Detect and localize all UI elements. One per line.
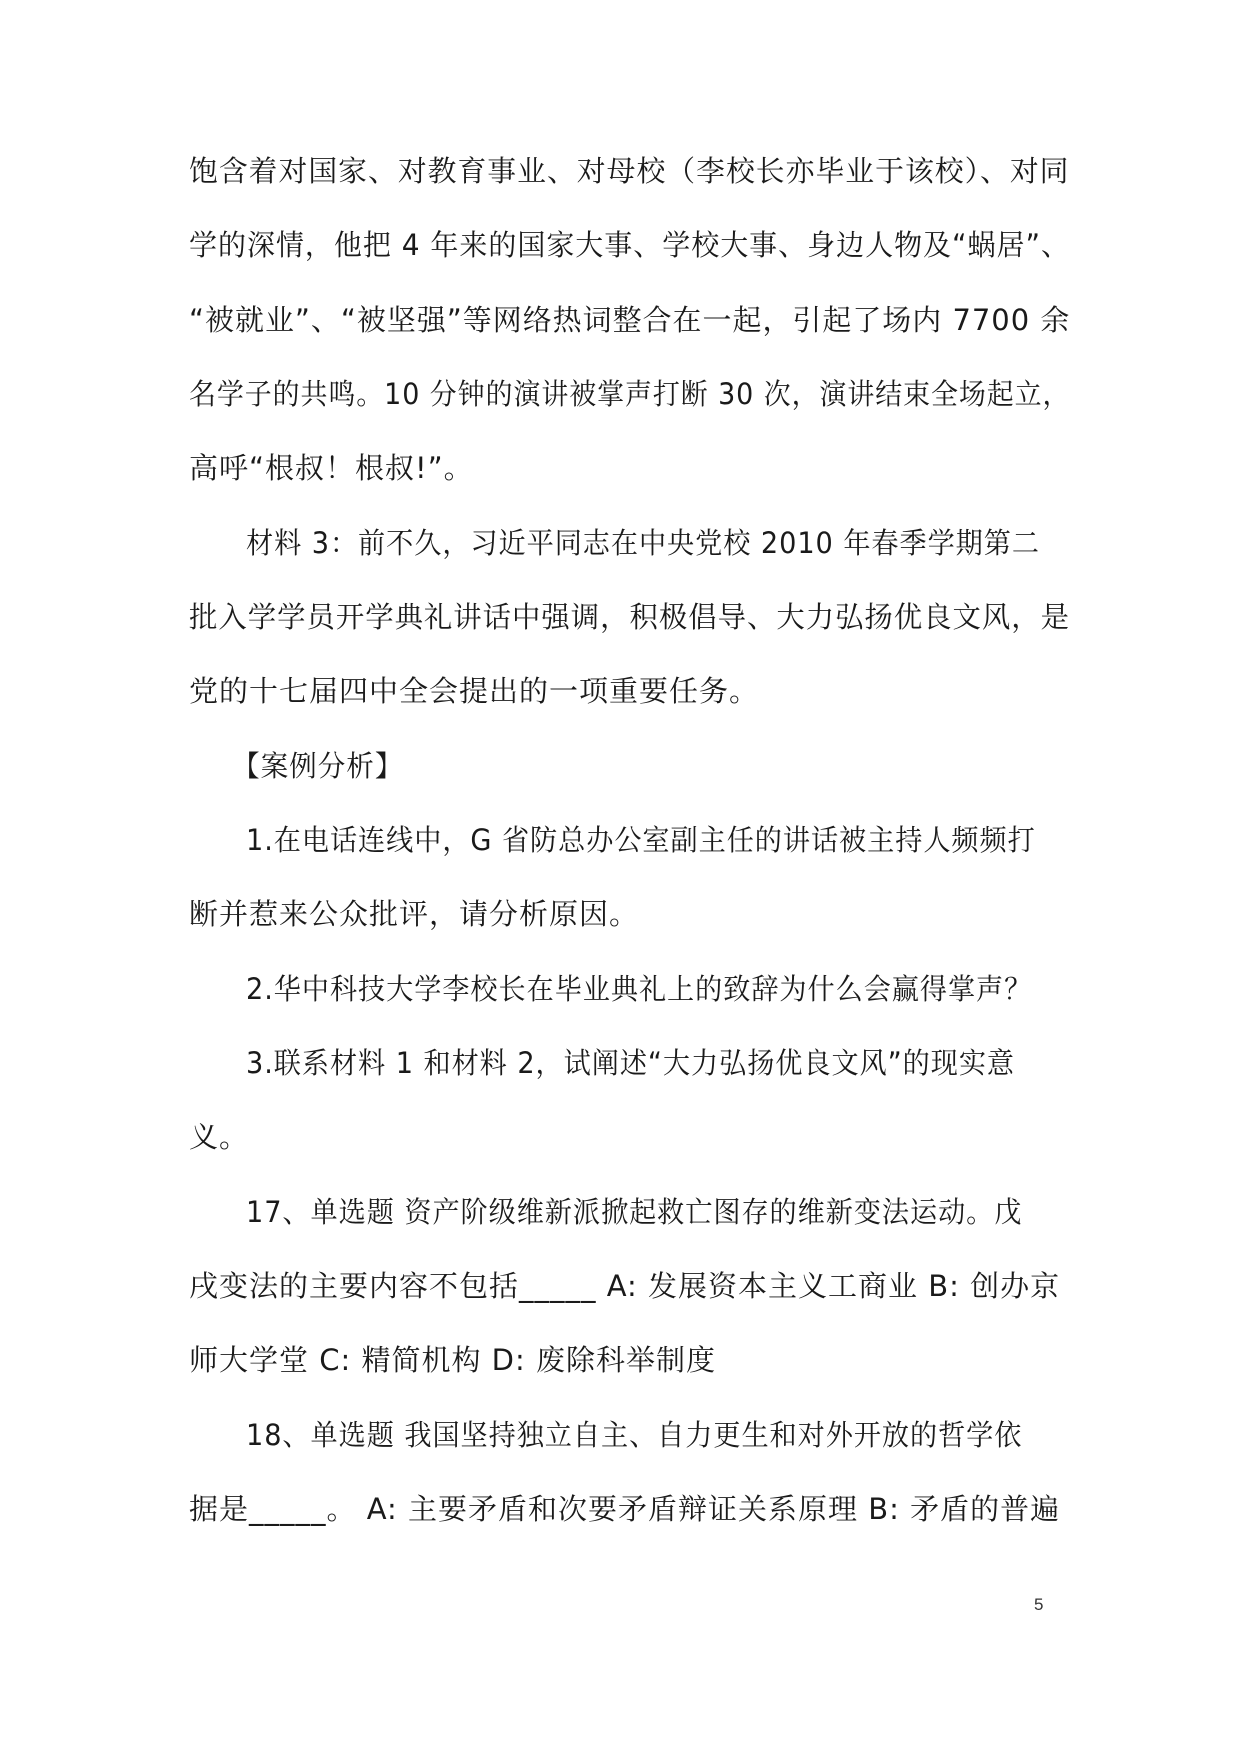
question-line: 据是_____。 A: 主要矛盾和次要矛盾辩证关系原理 B: 矛盾的普遍 xyxy=(189,1492,1061,1526)
text-line: 断并惹来公众批评，请分析原因。 xyxy=(189,897,640,931)
text-line: 高呼“根叔！根叔!”。 xyxy=(189,451,474,485)
question-line: 师大学堂 C: 精简机构 D: 废除科举制度 xyxy=(189,1343,716,1377)
question-line: 戌变法的主要内容不包括_____ A: 发展资本主义工商业 B: 创办京 xyxy=(189,1269,1061,1303)
text-line: 饱含着对国家、对教育事业、对母校（李校长亦毕业于该校）、对同 xyxy=(189,154,1070,188)
question-line: 17、单选题 资产阶级维新派掀起救亡图存的维新变法运动。戊 xyxy=(246,1195,1023,1229)
text-line: 党的十七届四中全会提出的一项重要任务。 xyxy=(189,674,760,708)
text-line: 义。 xyxy=(189,1120,250,1154)
text-line: 3.联系材料 1 和材料 2，试阐述“大力弘扬优良文风”的现实意 xyxy=(246,1046,1016,1080)
text-line: 批入学学员开学典礼讲话中强调，积极倡导、大力弘扬优良文风，是 xyxy=(189,600,1071,634)
text-line: 学的深情，他把 4 年来的国家大事、学校大事、身边人物及“蜗居”、 xyxy=(189,228,1070,262)
text-line: 名学子的共鸣。10 分钟的演讲被掌声打断 30 次，演讲结束全场起立， xyxy=(189,377,1071,411)
page-number: 5 xyxy=(1034,1595,1044,1614)
text-line: 1.在电话连线中，G 省防总办公室副主任的讲话被主持人频频打 xyxy=(246,823,1036,857)
text-line: 2.华中科技大学李校长在毕业典礼上的致辞为什么会赢得掌声？ xyxy=(246,972,1033,1006)
question-line: 18、单选题 我国坚持独立自主、自力更生和对外开放的哲学依 xyxy=(246,1418,1023,1452)
text-line: “被就业”、“被坚强”等网络热词整合在一起，引起了场内 7700 余 xyxy=(189,303,1071,337)
text-line: 材料 3：前不久，习近平同志在中央党校 2010 年春季学期第二 xyxy=(246,526,1040,560)
section-heading: 【案例分析】 xyxy=(232,749,404,783)
